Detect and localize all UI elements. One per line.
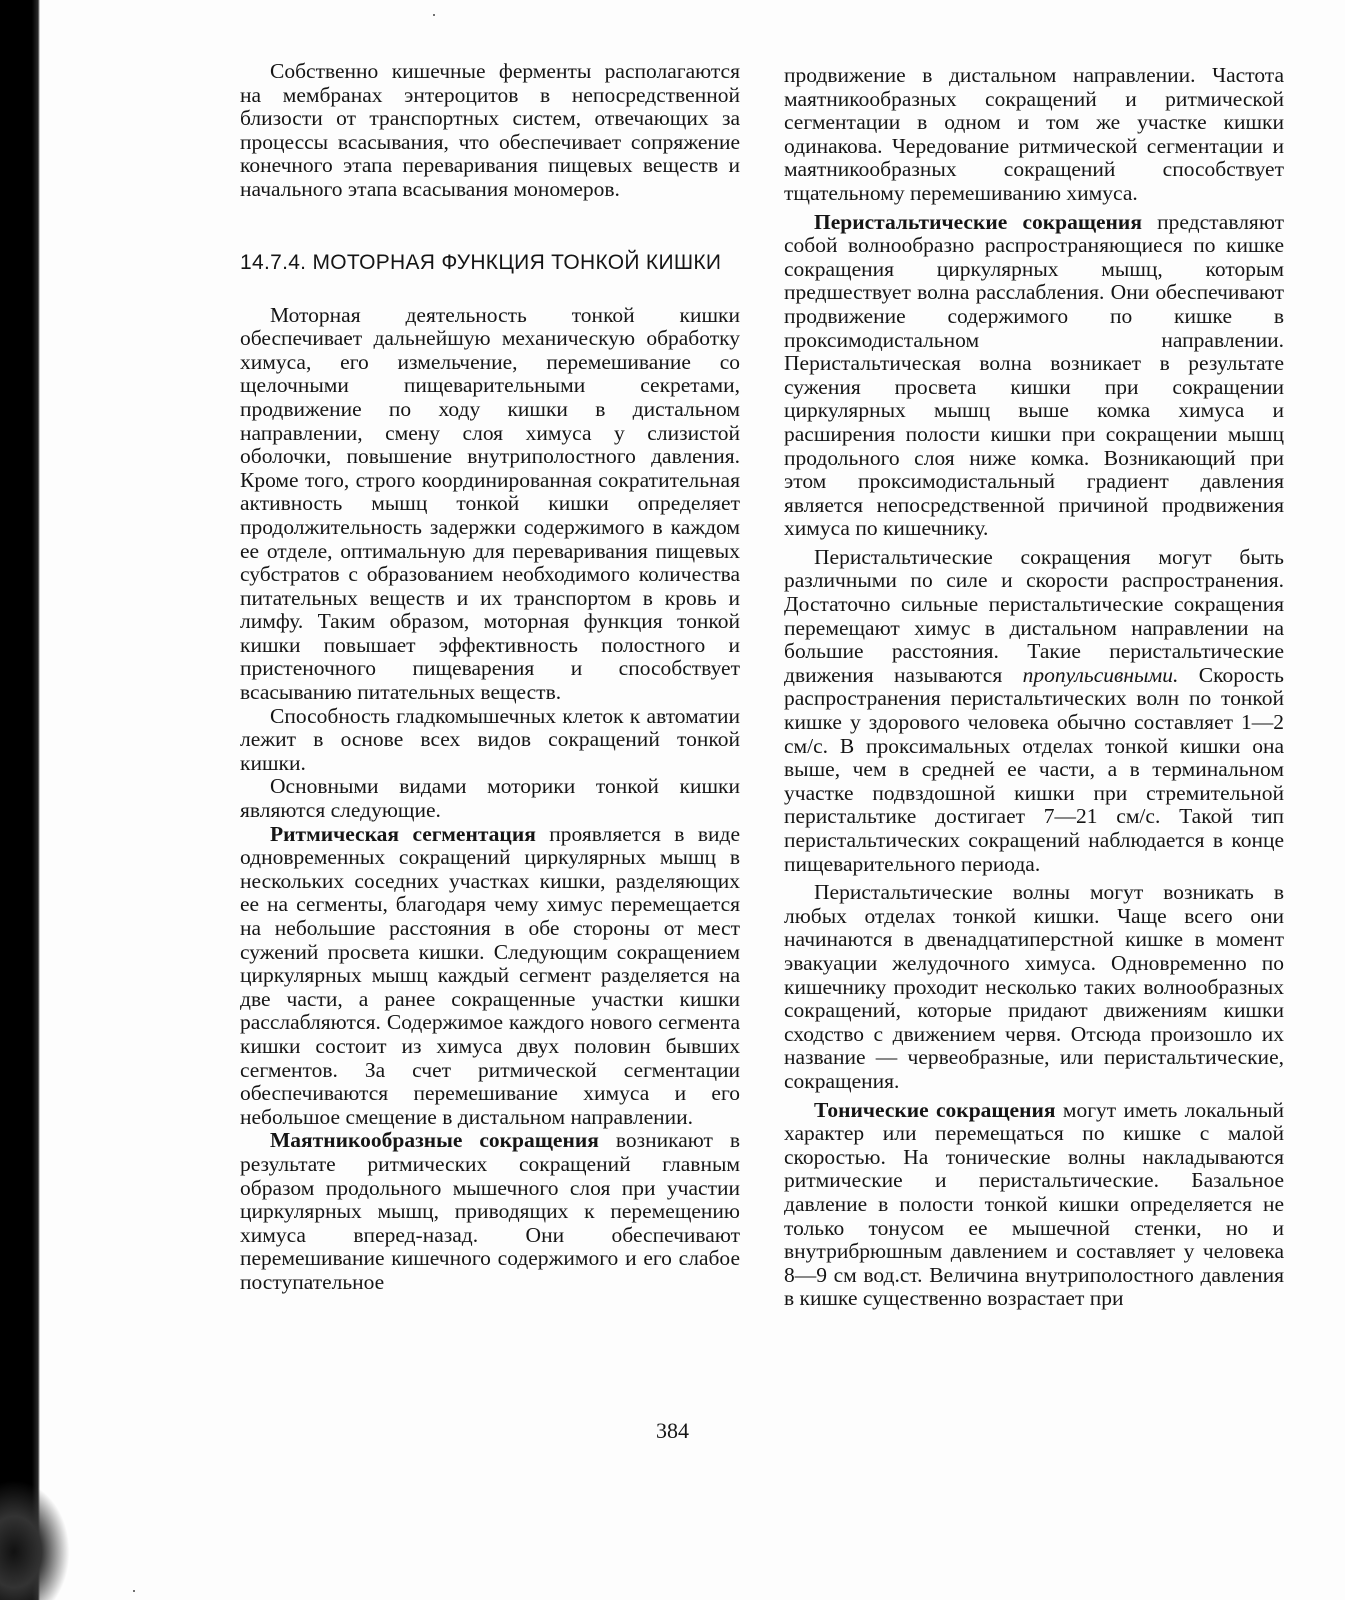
page-number: 384 <box>656 1418 689 1443</box>
dust-speck <box>133 1590 135 1592</box>
term-peristaltic-contractions: Перистальтические сокращения <box>814 209 1142 234</box>
term-rhythmic-segmentation: Ритмическая сегментация <box>270 821 536 846</box>
section-heading: 14.7.4. МОТОРНАЯ ФУНКЦИЯ ТОНКОЙ КИШКИ <box>240 250 722 274</box>
paragraph-peristaltic-strength: Перистальтические сокращения могут быть различными по силе и скорости распространения. Достаточно сильные перистальтические сокращения перемещают химус в дистальном направлении на большие расстояния. Такие перистальтические движения называются пропульсивными. Скорость распространения перистальтических волн по тонкой кишке у здорового человека обычно составляет 1—2 см/с. В проксимальных отделах тонкой кишки она выше, чем в средней ее части, а в терминальном участке подвздошной кишки при стремительной перистальтике достигает 7—21 см/с. Такой тип перистальтических сокращений наблюдается в конце пищеварительного периода. <box>784 544 1284 876</box>
paragraph-rhythmic-segmentation: Ритмическая сегментация проявляется в виде одновременных сокращений циркулярных мышц в нескольких соседних участках кишки, разделяющих ее на сегменты, благодаря чему химус перемещается на небольшие расстояния в обе стороны от мест сужений просвета кишки. Следующим сокращением циркулярных мышц каждый сегмент разделяется на две части, а ранее сокращенные участки кишки расслабляются. Содержимое каждого нового сегмента кишки состоит из химуса двух половин бывших сегментов. За счет ритмической сегментации обеспечиваются перемешивание химуса и его небольшое смещение в дистальном направлении. <box>240 821 740 1129</box>
scan-corner-shadow <box>0 1480 70 1600</box>
paragraph-peristaltic-waves: Перистальтические волны могут возникать в любых отделах тонкой кишки. Чаще всего они начинаются в двенадцатиперстной кишке в момент эвакуации желудочного химуса. Одновременно по кишечнику проходит несколько таких волнообразных сокращений, которые придают движениям кишки сходство с движением червя. Отсюда произошло их название — червеобразные, или перистальтические, сокращения. <box>784 880 1284 1093</box>
term-tonic-contractions: Тонические сокращения <box>814 1097 1056 1122</box>
paragraph-peristaltic-contractions: Перистальтические сокращения представляют собой волнообразно распространяющиеся по кишке сокращения циркулярных мышц, которым предшествует волна расслабления. Они обеспечивают продвижение содержимого по кишке в проксимодистальном направлении. Перистальтическая волна возникает в результате сужения просвета кишки при сокращении циркулярных мышц выше комка химуса и расширения полости кишки при сокращении мышц продольного слоя ниже комка. Возникающий при этом проксимодистальный градиент давления является непосредственной причиной продвижения химуса по кишечнику. <box>784 209 1284 541</box>
paragraph-tonic-contractions: Тонические сокращения могут иметь локальный характер или перемещаться по кишке с малой скоростью. На тонические волны накладываются ритмические и перистальтические. Базальное давление в полости тонкой кишки определяется не только тонусом ее мышечной стенки, но и внутрибрюшным давлением и составляет у человека 8—9 см вод.ст. Величина внутриполостного давления в кишке существенно возрастает при <box>784 1097 1284 1311</box>
right-column <box>784 64 1284 1311</box>
term-pendulum-contractions: Маятникообразные сокращения <box>270 1128 599 1153</box>
scan-dark-edge <box>0 0 40 1600</box>
term-propulsive: пропульсивными. <box>1022 662 1179 687</box>
dust-speck <box>433 14 435 16</box>
left-column <box>240 60 740 1295</box>
paragraph-motility-types: Основными видами моторики тонкой кишки являются следующие. <box>240 774 740 823</box>
paragraph-pendulum-contractions: Маятникообразные сокращения возникают в результате ритмических сокращений главным образом продольного мышечного слоя при участии циркулярных мышц, приводящих к перемещению химуса вперед-назад. Они обеспечивают перемешивание кишечного содержимого и его слабое поступательное <box>240 1128 741 1294</box>
paragraph-continuation: продвижение в дистальном направлении. Частота маятникообразных сокращений и ритмической сегментации в одном и том же участке кишки одинакова. Чередование ритмической сегментации и маятникообразных сокращений способствует тщательному перемешиванию химуса. <box>784 63 1284 205</box>
paragraph-enzymes: Собственно кишечные ферменты располагаются на мембранах энтероцитов в непосредственной близости от транспортных систем, отвечающих за процессы всасывания, что обеспечивает сопряжение конечного этапа переваривания пищевых веществ и начального этапа всасывания мономеров. <box>240 59 740 201</box>
paragraph-motor-activity: Моторная деятельность тонкой кишки обеспечивает дальнейшую механическую обработку химуса, его измельчение, перемешивание со щелочными пищеварительными секретами, продвижение по ходу кишки в дистальном направлении, смену слоя химуса у слизистой оболочки, повышение внутриполостного давления. Кроме того, строго координированная сократительная активность мышц тонкой кишки определяет продолжительность задержки содержимого в каждом ее отделе, оптимальную для переваривания пищевых субстратов с образованием необходимого количества питательных веществ и их транспортом в кровь и лимфу. Таким образом, моторная функция тонкой кишки повышает эффективность полостного и пристеночного пищеварения и способствует всасыванию питательных веществ. <box>240 302 740 705</box>
paragraph-automatism: Способность гладкомышечных клеток к автоматии лежит в основе всех видов сокращений тонкой кишки. <box>240 703 740 775</box>
